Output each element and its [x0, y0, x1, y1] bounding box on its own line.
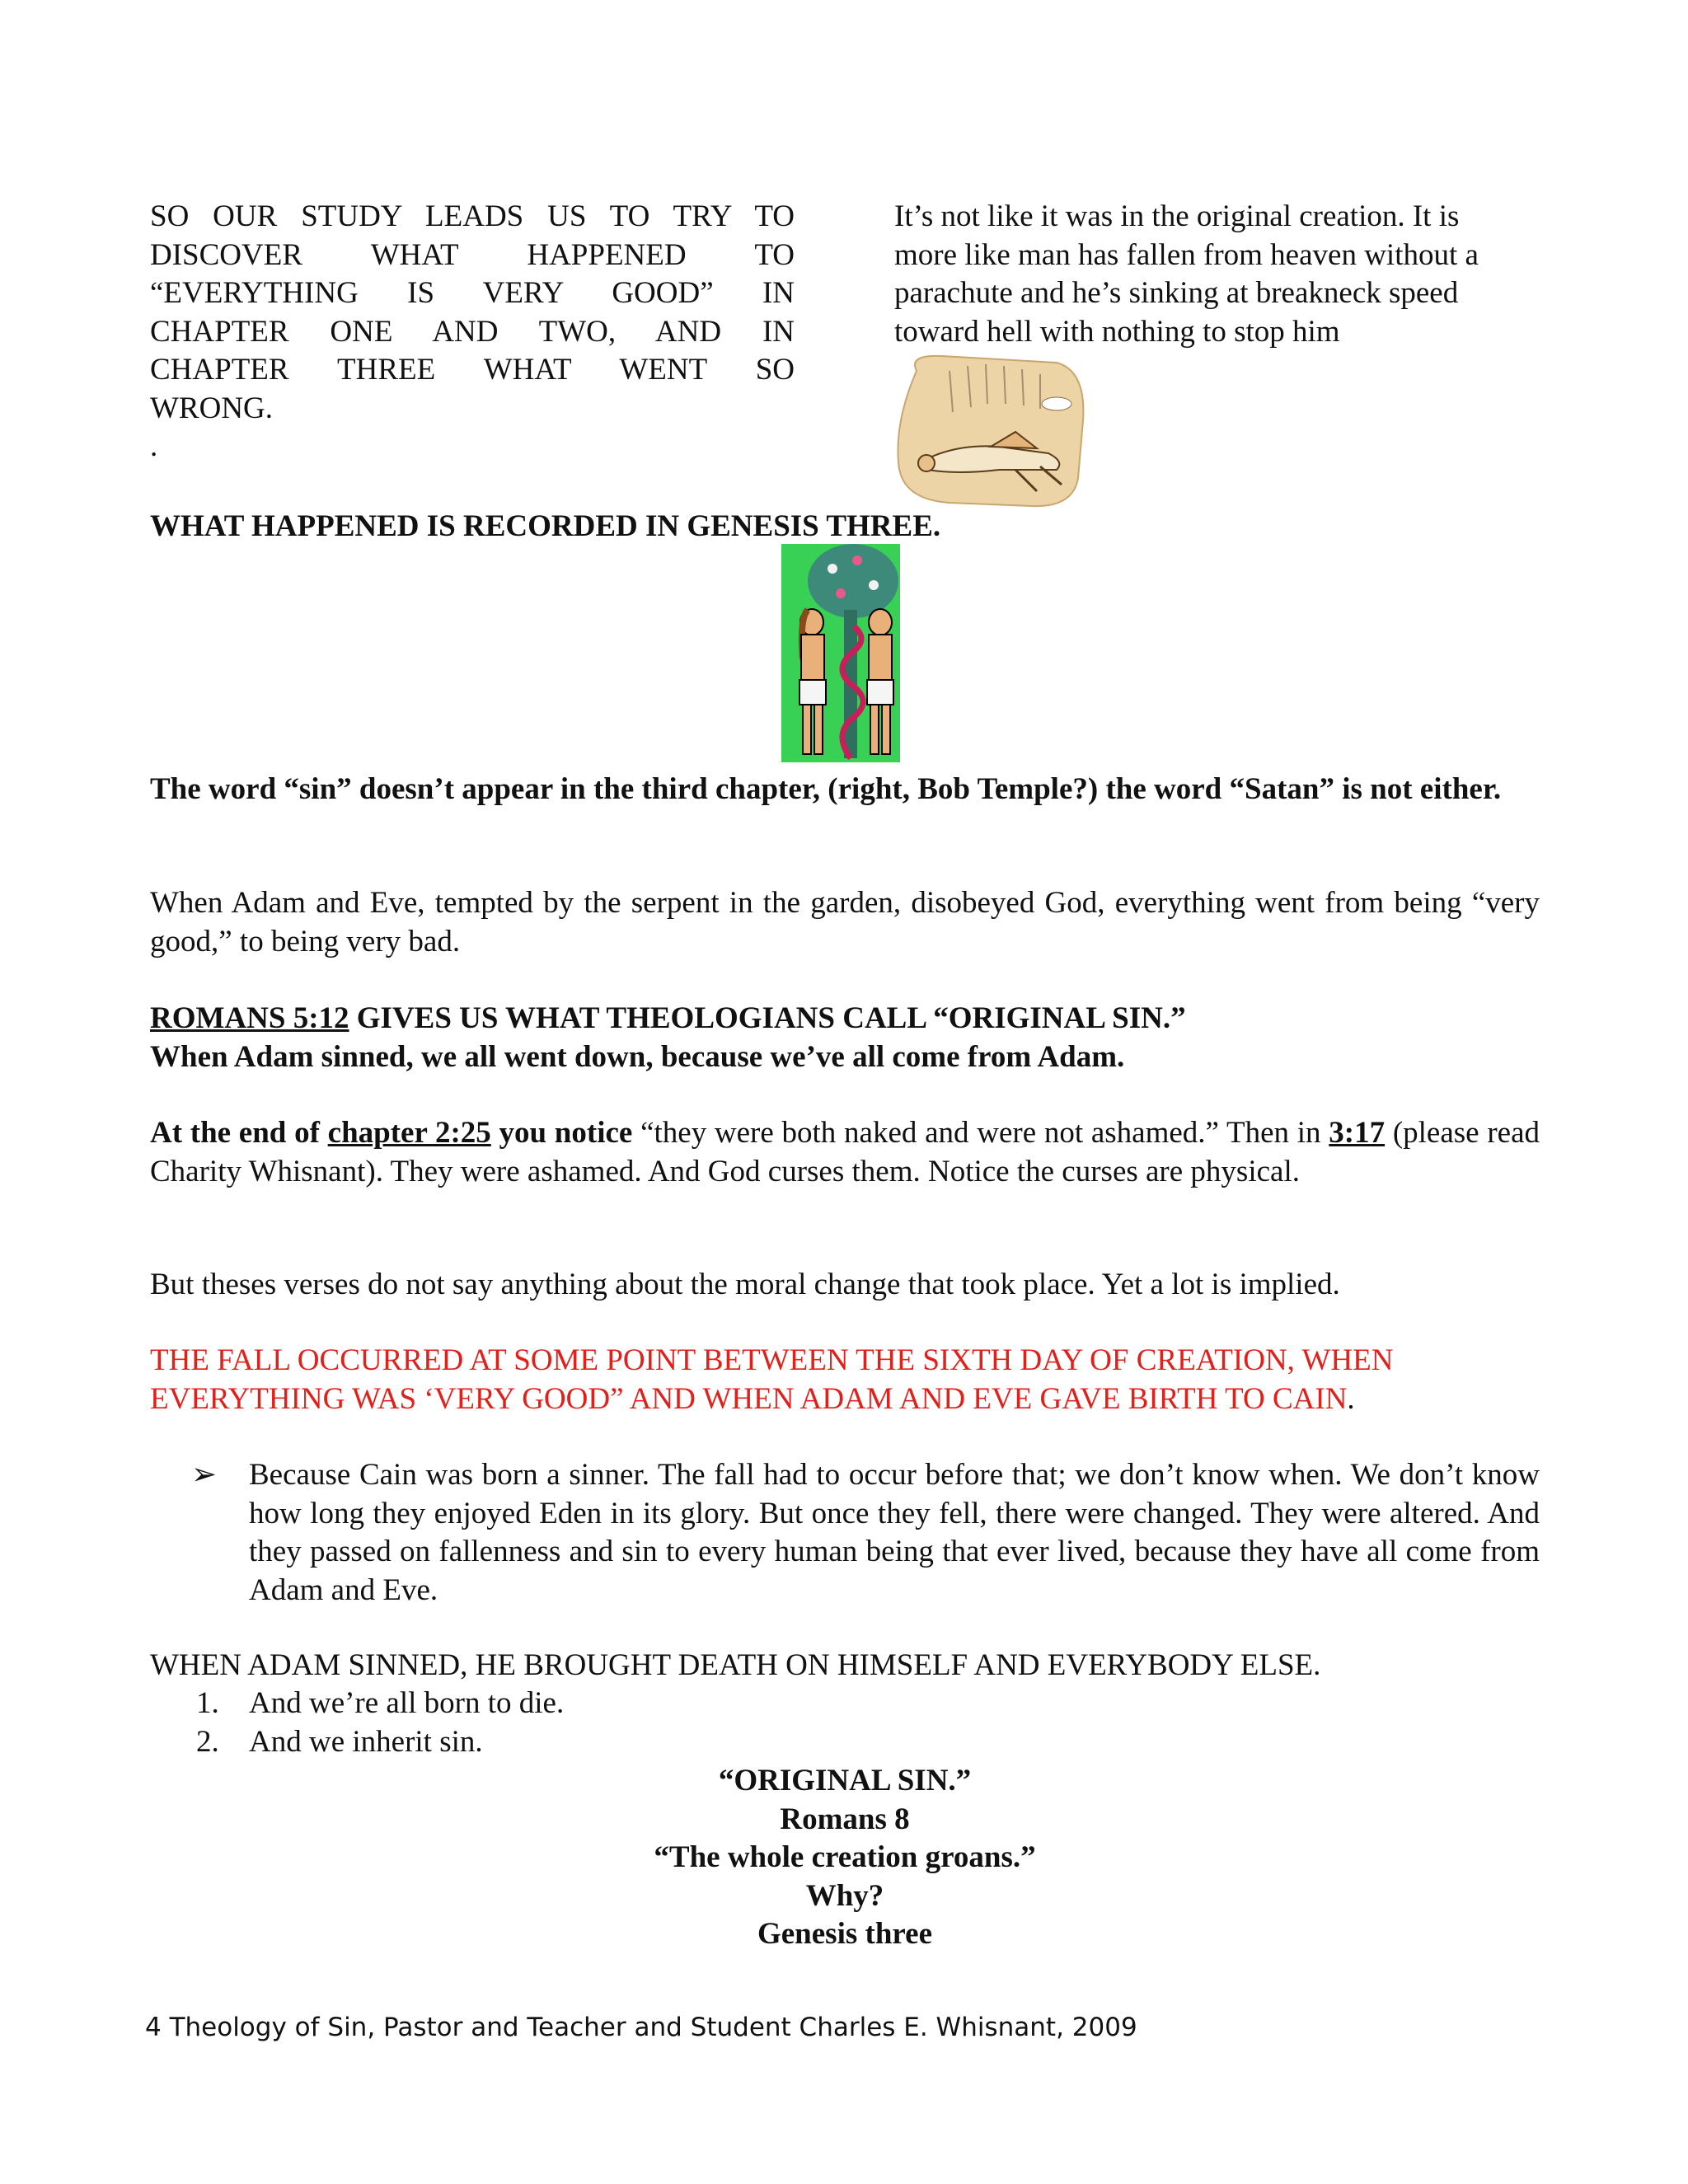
right-column-text	[894, 198, 1570, 351]
romans-heading-rest: GIVES US WHAT THEOLOGIANS CALL “ORIGINAL SIN.”	[349, 1001, 1186, 1035]
center-line: “The whole creation groans.”	[654, 1840, 1036, 1874]
arrow-bullet-icon: ➢	[191, 1458, 218, 1492]
death-line: WHEN ADAM SINNED, HE BROUGHT DEATH ON HIMSELF AND EVERYBODY ELSE.	[150, 1648, 1321, 1682]
item-number: 2.	[196, 1724, 219, 1759]
chapter-part-4: (please read Charity Whisnant). They were ashamed. And God curses them. Notice the curses are physical.	[150, 1116, 1540, 1188]
item-number: 1.	[196, 1686, 219, 1720]
para-chapter	[150, 1114, 1540, 1191]
falling-man-image	[892, 346, 1090, 511]
romans-reference: ROMANS 5:12	[150, 1001, 349, 1035]
numbered-list	[196, 1685, 564, 1761]
left-line: .	[150, 429, 158, 463]
para-fall	[150, 1342, 1540, 1418]
chapter-ref-2-25: chapter 2:25	[327, 1116, 491, 1150]
left-line: CHAPTER ONE AND TWO, AND IN	[150, 314, 795, 349]
right-line: toward hell with nothing to stop him	[894, 314, 1340, 349]
para-adam-eve: When Adam and Eve, tempted by the serpent in the garden, disobeyed God, everything went from being “very good,” to being very bad.	[150, 886, 1540, 958]
numbered-item	[196, 1685, 564, 1723]
heading-genesis: WHAT HAPPENED IS RECORDED IN GENESIS THREE.	[150, 509, 941, 543]
chapter-ref-3-17: 3:17	[1329, 1116, 1386, 1150]
center-line: Romans 8	[780, 1802, 910, 1836]
para-romans	[150, 1000, 1540, 1076]
chapter-part-3: “they were both naked and were not ashamed.” Then in	[632, 1116, 1329, 1150]
left-line: DISCOVER WHAT HAPPENED TO	[150, 237, 795, 272]
fall-red-text: THE FALL OCCURRED AT SOME POINT BETWEEN THE SIXTH DAY OF CREATION, WHEN EVERYTHING WAS ‘VERY GOOD” AND WHEN ADAM AND EVE GAVE BIRTH TO CAIN	[150, 1343, 1394, 1416]
left-line: CHAPTER THREE WHAT WENT SO	[150, 353, 795, 387]
page-footer: 4 Theology of Sin, Pastor and Teacher and Student Charles E. Whisnant, 2009	[145, 2013, 1137, 2042]
right-line: more like man has fallen from heaven without a	[894, 237, 1479, 272]
chapter-part-2: you notice	[490, 1116, 633, 1150]
numbered-item	[196, 1723, 564, 1762]
item-text: And we’re all born to die.	[249, 1686, 565, 1720]
left-line: “EVERYTHING IS VERY GOOD” IN	[150, 276, 795, 310]
center-line: “ORIGINAL SIN.”	[718, 1764, 972, 1797]
center-line: Why?	[805, 1878, 884, 1913]
center-line: Genesis three	[757, 1917, 933, 1951]
left-line: SO OUR STUDY LEADS US TO TRY TO	[150, 199, 795, 233]
para-sin-word: The word “sin” doesn’t appear in the third chapter, (right, Bob Temple?) the word “Satan” is not either.	[150, 772, 1502, 806]
romans-line-2: When Adam sinned, we all went down, because we’ve all come from Adam.	[150, 1039, 1125, 1074]
left-column-text	[150, 198, 795, 466]
right-line: parachute and he’s sinking at breakneck speed	[894, 276, 1459, 310]
adam-eve-image	[775, 544, 907, 766]
romans-line-1	[150, 1000, 1540, 1038]
left-line: WRONG.	[150, 391, 274, 425]
chapter-part-1: At the end of	[150, 1116, 328, 1150]
right-line: It’s not like it was in the original creation. It is	[894, 199, 1460, 233]
center-block	[150, 1762, 1540, 1954]
para-theses: But theses verses do not say anything about the moral change that took place. Yet a lot is implied.	[150, 1268, 1340, 1301]
bullet-text: Because Cain was born a sinner. The fall had to occur before that; we don’t know when. We don’t know how long they enjoyed Eden in its glory. But once they fell, there were changed. They were altered. And they passed on fallenness and sin to every human being that ever lived, because they have all come from Adam and Eve.	[249, 1458, 1540, 1607]
bullet-item	[191, 1456, 1540, 1610]
fall-period: .	[1347, 1381, 1355, 1416]
item-text: And we inherit sin.	[249, 1724, 483, 1759]
